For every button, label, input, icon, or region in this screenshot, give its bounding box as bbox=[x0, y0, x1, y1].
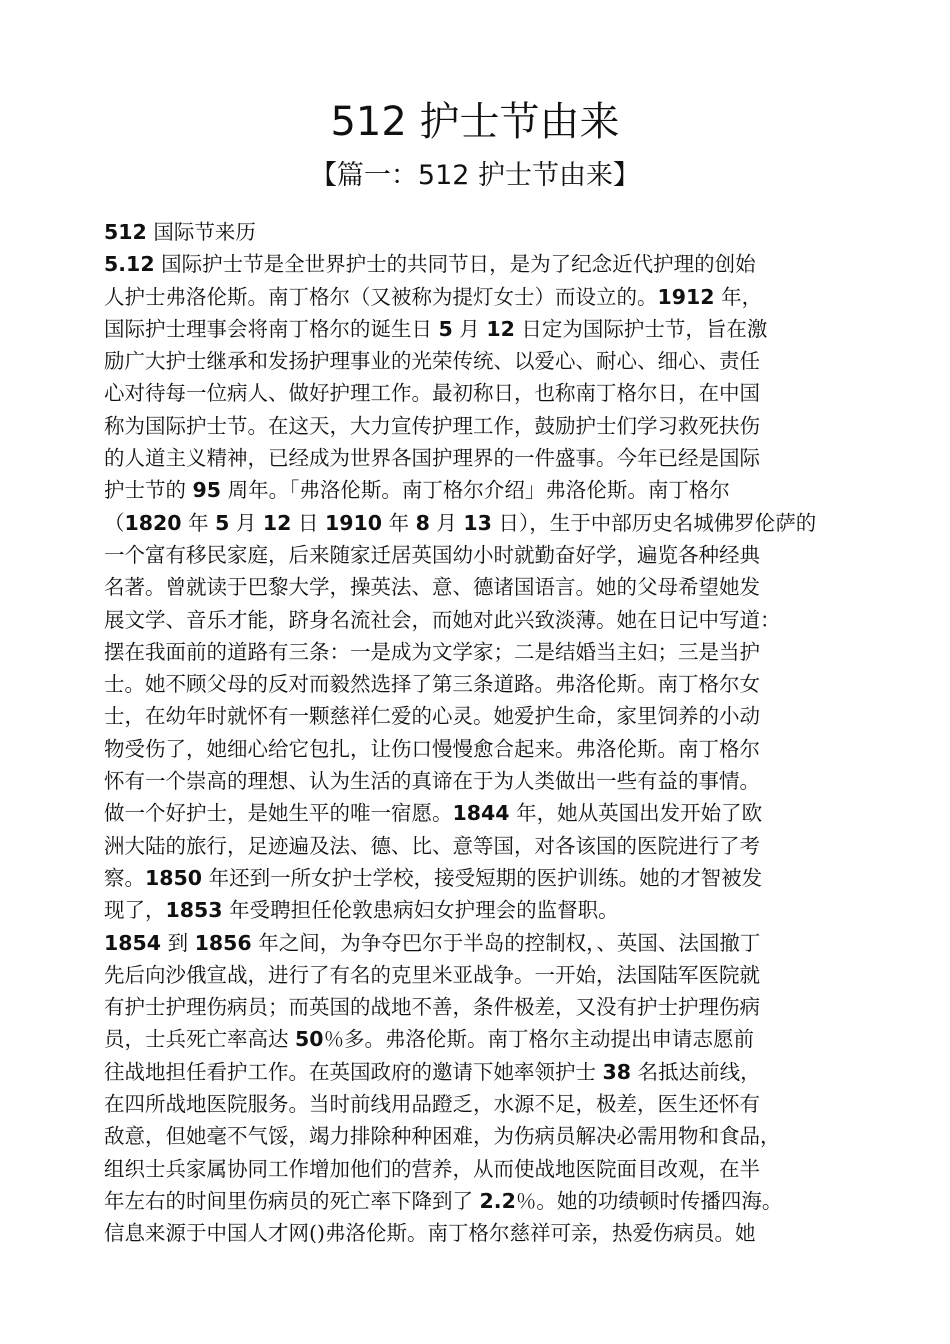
body-line: 展文学、音乐才能，跻身名流社会，而她对此兴致淡薄。她在日记中写道： bbox=[104, 607, 781, 632]
body-line: 往战地担任看护工作。在英国政府的邀请下她率领护士 38 名抵达前线， bbox=[104, 1059, 761, 1084]
body-line: 心对待每一位病人、做好护理工作。最初称日，也称南丁格尔日，在中国 bbox=[104, 381, 760, 406]
document-title: 512 护士节由来 bbox=[330, 99, 620, 145]
body-line: 护士节的 95 周年。「弗洛伦斯。南丁格尔介绍」弗洛伦斯。南丁格尔 bbox=[104, 478, 730, 503]
body-line: 信息来源于中国人才网()弗洛伦斯。南丁格尔慈祥可亲，热爱伤病员。她 bbox=[104, 1221, 756, 1246]
body-line: （1820 年 5 月 12 日 1910 年 8 月 13 日），生于中部历史名城佛罗伦萨的 bbox=[104, 510, 817, 535]
body-line: 年左右的时间里伤病员的死亡率下降到了 2.2％。她的功绩顿时传播四海。 bbox=[104, 1188, 783, 1213]
body-line: 现了，1853 年受聘担任伦敦患病妇女护理会的监督职。 bbox=[104, 898, 619, 923]
body-line: 物受伤了，她细心给它包扎，让伤口慢慢愈合起来。弗洛伦斯。南丁格尔 bbox=[104, 736, 760, 761]
body-line: 敌意，但她毫不气馁，竭力排除种种困难，为伤病员解决必需用物和食品， bbox=[104, 1124, 781, 1149]
body-line: 怀有一个崇高的理想、认为生活的真谛在于为人类做出一些有益的事情。 bbox=[104, 769, 760, 794]
body-line: 察。1850 年还到一所女护士学校，接受短期的医护训练。她的才智被发 bbox=[104, 865, 763, 890]
body-line: 先后向沙俄宣战，进行了有名的克里米亚战争。一开始，法国陆军医院就 bbox=[104, 962, 760, 987]
body-line: 有护士护理伤病员；而英国的战地不善，条件极差，又没有护士护理伤病 bbox=[104, 995, 760, 1020]
body-line: 人护士弗洛伦斯。南丁格尔（又被称为提灯女士）而设立的。1912 年， bbox=[104, 284, 763, 309]
body-line: 摆在我面前的道路有三条：一是成为文学家；二是结婚当主妇；三是当护 bbox=[104, 639, 760, 664]
body-line: 国际护士理事会将南丁格尔的诞生日 5 月 12 日定为国际护士节，旨在激 bbox=[104, 316, 768, 341]
body-line: 在四所战地医院服务。当时前线用品蹬乏，水源不足，极差，医生还怀有 bbox=[104, 1092, 760, 1117]
body-line: 组织士兵家属协同工作增加他们的营养，从而使战地医院面目改观，在半 bbox=[104, 1156, 760, 1181]
document-body bbox=[104, 216, 874, 1250]
body-line: 名著。曾就读于巴黎大学，操英法、意、德诸国语言。她的父母希望她发 bbox=[104, 575, 760, 600]
body-line: 称为国际护士节。在这天，大力宣传护理工作，鼓励护士们学习救死扶伤 bbox=[104, 413, 760, 438]
body-line: 1854 到 1856 年之间，为争夺巴尔于半岛的控制权，、英国、法国撤丁 bbox=[104, 930, 761, 955]
body-line: 5.12 国际护士节是全世界护士的共同节日，是为了纪念近代护理的创始 bbox=[104, 252, 756, 277]
body-line: 做一个好护士，是她生平的唯一宿愿。1844 年，她从英国出发开始了欧 bbox=[104, 801, 763, 826]
body-line: 士，在幼年时就怀有一颗慈祥仁爱的心灵。她爱护生命，家里饲养的小动 bbox=[104, 704, 760, 729]
body-line: 512 国际节来历 bbox=[104, 220, 256, 244]
body-line: 励广大护士继承和发扬护理事业的光荣传统、以爱心、耐心、细心、责任 bbox=[104, 349, 760, 374]
body-line: 洲大陆的旅行，足迹遍及法、德、比、意等国，对各该国的医院进行了考 bbox=[104, 833, 760, 858]
body-line: 一个富有移民家庭，后来随家迁居英国幼小时就勤奋好学，遍览各种经典 bbox=[104, 542, 760, 567]
document-subtitle: 【篇一：512 护士节由来】 bbox=[309, 160, 641, 191]
body-line: 的人道主义精神，已经成为世界各国护理界的一件盛事。今年已经是国际 bbox=[104, 446, 760, 471]
body-line: 士。她不顾父母的反对而毅然选择了第三条道路。弗洛伦斯。南丁格尔女 bbox=[104, 672, 760, 697]
body-line: 员，士兵死亡率高达 50％多。弗洛伦斯。南丁格尔主动提出申请志愿前 bbox=[104, 1027, 755, 1052]
